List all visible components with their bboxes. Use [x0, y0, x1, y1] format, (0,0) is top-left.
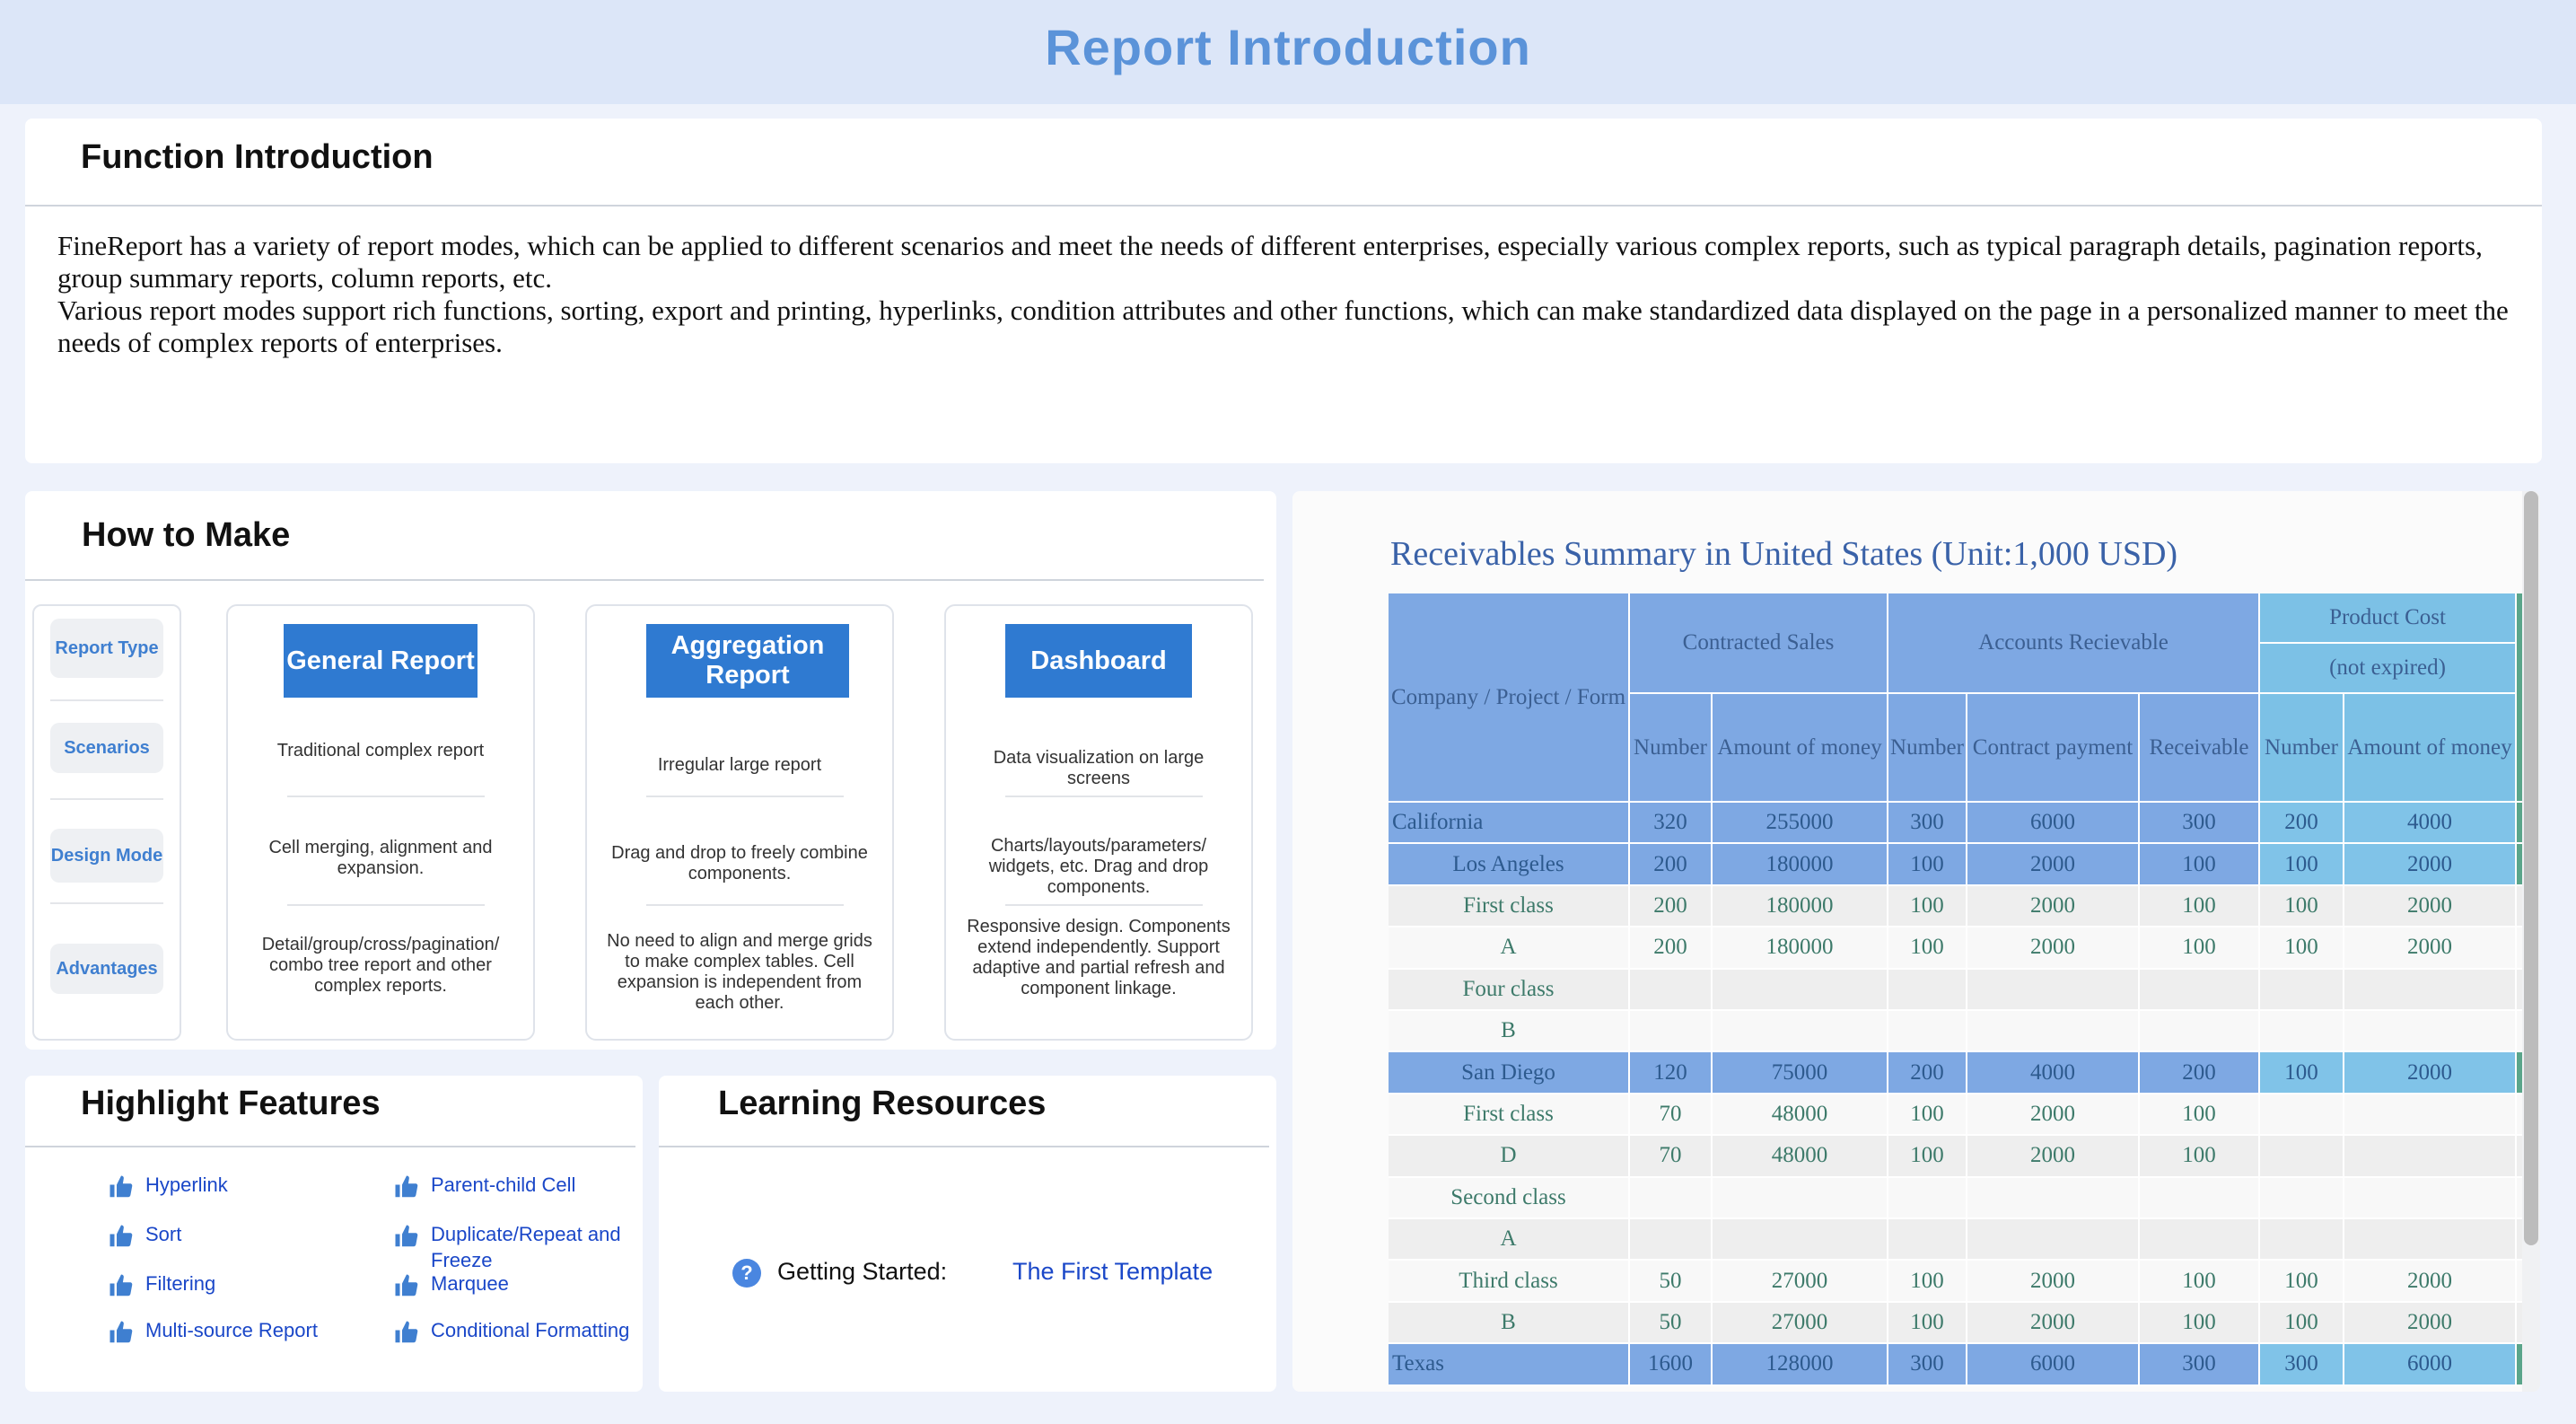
feature-item[interactable]	[108, 1317, 377, 1346]
table-cell: 100	[2140, 927, 2260, 969]
table-cell: 100	[2140, 1094, 2260, 1136]
how-to-make-panel	[25, 491, 1276, 1050]
function-introduction-title: Function Introduction	[81, 138, 434, 176]
row-label: B	[1389, 1011, 1630, 1052]
table-cell	[2140, 970, 2260, 1011]
card-divider	[646, 904, 844, 906]
sidebar-divider	[50, 798, 163, 800]
sidebar-divider	[50, 699, 163, 701]
table-cell	[1630, 1011, 1713, 1052]
table-cell: 2000	[2344, 1261, 2517, 1302]
feature-item[interactable]	[108, 1172, 377, 1200]
table-cell	[1888, 1219, 1967, 1261]
table-cell: 300	[2260, 1344, 2344, 1385]
feature-item[interactable]	[393, 1172, 635, 1200]
intro-paragraph-1: FineReport has a variety of report modes, which can be applied to different scenarios and meet the needs of different enterprises, especially various complex reports, such as typical paragraph details, pagination reports, group summary reports, column reports, etc.	[57, 230, 2483, 294]
card-aggregation-report	[585, 604, 894, 1041]
row-label: Los Angeles	[1389, 844, 1630, 885]
sidebar-item-scenarios[interactable]: Scenarios	[50, 723, 163, 773]
table-cell	[2344, 1178, 2517, 1219]
table-cell: 200	[1630, 886, 1713, 927]
table-cell: 2000	[2344, 844, 2517, 885]
thumbs-up-icon	[108, 1319, 135, 1346]
table-cell	[1967, 1011, 2140, 1052]
table-cell: 300	[1888, 803, 1967, 844]
page-header	[0, 0, 2576, 104]
table-cell: 100	[1888, 886, 1967, 927]
table-cell	[2260, 1011, 2344, 1052]
how-to-make-title: How to Make	[82, 516, 291, 554]
table-cell: 100	[2260, 886, 2344, 927]
table-cell: 2000	[2344, 1052, 2517, 1094]
table-cell	[2140, 1219, 2260, 1261]
table-cell: 180000	[1713, 927, 1888, 969]
thumbs-up-icon	[393, 1272, 420, 1299]
table-cell	[2140, 1011, 2260, 1052]
divider	[25, 205, 2542, 207]
table-cell: 180000	[1713, 844, 1888, 885]
table-cell: 2000	[2344, 886, 2517, 927]
table-cell	[1713, 1178, 1888, 1219]
how-to-make-sidebar	[32, 604, 181, 1041]
sidebar-item-report-type[interactable]: Report Type	[50, 619, 163, 678]
page-title: Report Introduction	[1045, 19, 1531, 75]
table-cell: 75000	[1713, 1052, 1888, 1094]
feature-label: Sort	[145, 1223, 182, 1245]
table-cell	[1713, 1011, 1888, 1052]
table-cell	[1967, 970, 2140, 1011]
table-cell: 180000	[1713, 886, 1888, 927]
feature-item[interactable]	[393, 1270, 635, 1299]
feature-item[interactable]	[393, 1317, 635, 1346]
scrollbar-thumb[interactable]	[2524, 491, 2538, 1245]
table-cell	[2344, 1219, 2517, 1261]
table-cell: 4000	[1967, 1052, 2140, 1094]
card-scenario-text: Traditional complex report	[276, 741, 485, 760]
feature-label: Conditional Formatting	[431, 1319, 630, 1341]
header-accounts-receivable: Accounts Recievable	[1888, 593, 2260, 694]
table-cell: 27000	[1713, 1303, 1888, 1344]
row-label: D	[1389, 1136, 1630, 1177]
scrollbar[interactable]	[2522, 491, 2540, 1392]
feature-label: Hyperlink	[145, 1173, 228, 1196]
learning-resources-panel	[659, 1076, 1276, 1392]
thumbs-up-icon	[108, 1272, 135, 1299]
sub-header: Amount of money	[2344, 694, 2517, 803]
table-cell: 100	[1888, 1261, 1967, 1302]
header-not-expired: (not expired)	[2260, 644, 2517, 694]
highlight-features-title: Highlight Features	[81, 1085, 381, 1122]
table-cell: 200	[2140, 1052, 2260, 1094]
table-cell: 200	[1630, 927, 1713, 969]
table-cell	[2344, 970, 2517, 1011]
table-cell	[2260, 1178, 2344, 1219]
sub-header: Receivable	[2140, 694, 2260, 803]
table-cell	[1967, 1219, 2140, 1261]
thumbs-up-icon	[108, 1223, 135, 1250]
card-scenario-text: Data visualization on large screens	[993, 748, 1205, 788]
card-design-text: Drag and drop to freely combine components.	[611, 843, 868, 883]
feature-label: Parent-child Cell	[431, 1173, 576, 1196]
table-cell: 100	[2260, 1052, 2344, 1094]
table-cell	[2260, 1219, 2344, 1261]
table-cell: 200	[1630, 844, 1713, 885]
table-cell: 48000	[1713, 1136, 1888, 1177]
table-cell: 70	[1630, 1136, 1713, 1177]
card-advantage-text: Responsive design. Components extend independently. Support adaptive and partial refresh and component linkage.	[967, 917, 1231, 998]
table-cell: 2000	[1967, 886, 2140, 927]
table-cell: 48000	[1713, 1094, 1888, 1136]
report-preview-panel	[1292, 491, 2540, 1392]
general-report-button[interactable]: General Report	[284, 624, 478, 698]
row-label: Second class	[1389, 1178, 1630, 1219]
card-dashboard	[944, 604, 1253, 1041]
table-cell: 300	[2140, 803, 2260, 844]
table-cell	[2344, 1136, 2517, 1177]
feature-item[interactable]	[108, 1270, 377, 1299]
table-cell: 100	[2140, 1136, 2260, 1177]
feature-item[interactable]	[108, 1221, 377, 1250]
highlight-features-panel	[25, 1076, 643, 1392]
aggregation-report-button[interactable]: Aggregation Report	[646, 624, 849, 698]
table-cell: 128000	[1713, 1344, 1888, 1385]
row-label: B	[1389, 1303, 1630, 1344]
table-cell	[1630, 970, 1713, 1011]
table-cell	[1967, 1178, 2140, 1219]
learning-resources-title: Learning Resources	[718, 1085, 1047, 1122]
function-introduction-panel	[25, 119, 2542, 463]
sub-header: Number	[2260, 694, 2344, 803]
row-label: First class	[1389, 1094, 1630, 1136]
intro-paragraph-2: Various report modes support rich functions, sorting, export and printing, hyperlinks, condition attributes and other functions, which can make standardized data displayed on the page in a personalized manner to meet the needs of complex reports of enterprises.	[57, 294, 2509, 358]
table-cell: 100	[1888, 1136, 1967, 1177]
divider	[25, 1146, 635, 1147]
table-cell: 70	[1630, 1094, 1713, 1136]
card-scenario-text: Irregular large report	[657, 755, 822, 775]
table-cell: 300	[2140, 1344, 2260, 1385]
row-label: San Diego	[1389, 1052, 1630, 1094]
card-divider	[1005, 904, 1203, 906]
table-cell	[2344, 1094, 2517, 1136]
thumbs-up-icon	[393, 1223, 420, 1250]
table-cell: 2000	[1967, 1136, 2140, 1177]
table-cell	[1713, 1219, 1888, 1261]
row-label: Third class	[1389, 1261, 1630, 1302]
table-cell: 320	[1630, 803, 1713, 844]
table-cell: 100	[1888, 844, 1967, 885]
table-cell: 50	[1630, 1303, 1713, 1344]
table-cell: 6000	[1967, 1344, 2140, 1385]
getting-started-label: Getting Started:	[777, 1258, 948, 1285]
table-cell: 2000	[1967, 1261, 2140, 1302]
table-cell: 100	[2260, 927, 2344, 969]
table-cell: 50	[1630, 1261, 1713, 1302]
table-cell: 2000	[1967, 844, 2140, 885]
table-cell: 27000	[1713, 1261, 1888, 1302]
table-cell: 2000	[1967, 927, 2140, 969]
table-cell	[1630, 1178, 1713, 1219]
row-label: First class	[1389, 886, 1630, 927]
card-design-text: Charts/layouts/parameters/ widgets, etc. Drag and drop components.	[988, 836, 1209, 897]
table-cell	[1888, 1178, 1967, 1219]
dashboard-button[interactable]: Dashboard	[1005, 624, 1192, 698]
report-title: Receivables Summary in United States (Unit:1,000 USD)	[1390, 535, 2178, 573]
sub-header: Number	[1630, 694, 1713, 803]
feature-item[interactable]	[393, 1221, 635, 1273]
thumbs-up-icon	[393, 1319, 420, 1346]
first-template-link[interactable]: The First Template	[1012, 1258, 1214, 1285]
table-cell: 100	[1888, 1094, 1967, 1136]
table-cell	[1888, 970, 1967, 1011]
card-advantage-text: Detail/group/cross/pagination/ combo tree report and other complex reports.	[261, 935, 500, 996]
table-cell: 100	[2260, 1303, 2344, 1344]
header-product-cost: Product Cost	[2260, 593, 2517, 644]
sidebar-item-design-mode[interactable]: Design Mode	[50, 829, 163, 883]
feature-label: Duplicate/Repeat and Freeze	[431, 1223, 621, 1271]
table-cell	[2260, 970, 2344, 1011]
card-design-text: Cell merging, alignment and expansion.	[268, 838, 493, 878]
header-contracted-sales: Contracted Sales	[1630, 593, 1888, 694]
table-cell: 2000	[1967, 1303, 2140, 1344]
table-cell: 120	[1630, 1052, 1713, 1094]
table-cell	[2344, 1011, 2517, 1052]
function-introduction-text	[57, 230, 2517, 359]
table-cell: 300	[1888, 1344, 1967, 1385]
card-divider	[1005, 796, 1203, 797]
sub-header: Contract payment	[1967, 694, 2140, 803]
card-general-report	[226, 604, 535, 1041]
table-cell	[1888, 1011, 1967, 1052]
table-cell: 1600	[1630, 1344, 1713, 1385]
table-cell	[1713, 970, 1888, 1011]
table-cell: 100	[2140, 844, 2260, 885]
feature-label: Marquee	[431, 1272, 509, 1295]
table-cell: 100	[2140, 886, 2260, 927]
table-cell	[2260, 1136, 2344, 1177]
thumbs-up-icon	[108, 1173, 135, 1200]
table-cell: 100	[2260, 844, 2344, 885]
help-icon: ?	[732, 1259, 761, 1288]
table-cell: 4000	[2344, 803, 2517, 844]
sub-header: Number	[1888, 694, 1967, 803]
row-label: A	[1389, 927, 1630, 969]
table-cell: 100	[1888, 927, 1967, 969]
table-cell: 100	[2140, 1303, 2260, 1344]
table-cell: 6000	[1967, 803, 2140, 844]
card-advantage-text: No need to align and merge grids to make complex tables. Cell expansion is independent from each other.	[607, 931, 872, 1013]
table-cell	[2260, 1094, 2344, 1136]
sidebar-divider	[50, 902, 163, 904]
card-divider	[287, 904, 485, 906]
table-cell: 100	[2140, 1261, 2260, 1302]
table-cell	[2140, 1178, 2260, 1219]
table-cell: 200	[1888, 1052, 1967, 1094]
divider	[659, 1146, 1269, 1147]
table-cell: 6000	[2344, 1344, 2517, 1385]
row-label: Texas	[1389, 1344, 1630, 1385]
header-company: Company / Project / Form	[1389, 593, 1630, 803]
table-cell: 255000	[1713, 803, 1888, 844]
table-cell: 100	[1888, 1303, 1967, 1344]
row-label: A	[1389, 1219, 1630, 1261]
table-cell: 2000	[2344, 927, 2517, 969]
card-divider	[287, 796, 485, 797]
feature-label: Multi-source Report	[145, 1319, 318, 1341]
feature-label: Filtering	[145, 1272, 216, 1295]
divider	[25, 579, 1264, 581]
thumbs-up-icon	[393, 1173, 420, 1200]
card-divider	[646, 796, 844, 797]
table-cell: 2000	[2344, 1303, 2517, 1344]
sidebar-item-advantages[interactable]: Advantages	[50, 944, 163, 994]
table-cell	[1630, 1219, 1713, 1261]
table-cell: 200	[2260, 803, 2344, 844]
table-cell: 2000	[1967, 1094, 2140, 1136]
row-label: California	[1389, 803, 1630, 844]
table-cell: 100	[2260, 1261, 2344, 1302]
sub-header: Amount of money	[1713, 694, 1888, 803]
row-label: Four class	[1389, 970, 1630, 1011]
